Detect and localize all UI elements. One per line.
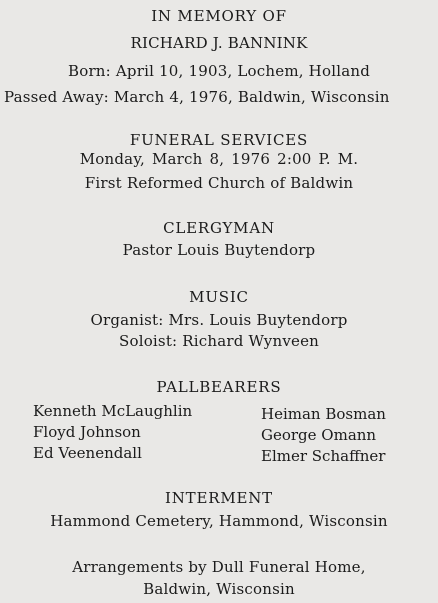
arrangements-line-1: Arrangements by Dull Funeral Home, bbox=[72, 558, 366, 576]
interment-heading: INTERMENT bbox=[165, 489, 273, 507]
pallbearer-name: Ed Veenendall bbox=[33, 444, 142, 462]
death-info: Passed Away: March 4, 1976, Baldwin, Wisconsin bbox=[4, 88, 390, 106]
funeral-location: First Reformed Church of Baldwin bbox=[84, 174, 354, 192]
clergyman-name: Pastor Louis Buytendorp bbox=[122, 241, 316, 259]
interment-place: Hammond Cemetery, Hammond, Wisconsin bbox=[50, 512, 388, 530]
pallbearer-name: Floyd Johnson bbox=[33, 423, 141, 441]
funeral-datetime: Monday, March 8, 1976 2:00 P. M. bbox=[79, 150, 359, 168]
pallbearer-name: Elmer Schaffner bbox=[261, 447, 386, 465]
arrangements-line-2: Baldwin, Wisconsin bbox=[143, 580, 295, 598]
deceased-name: RICHARD J. BANNINK bbox=[130, 34, 308, 52]
pallbearers-heading: PALLBEARERS bbox=[156, 378, 282, 396]
soloist: Soloist: Richard Wynveen bbox=[118, 332, 320, 350]
pallbearer-name: Heiman Bosman bbox=[261, 405, 386, 423]
music-heading: MUSIC bbox=[189, 288, 249, 306]
pallbearers-left-column bbox=[33, 402, 192, 465]
birth-info: Born: April 10, 1903, Lochem, Holland bbox=[67, 62, 370, 80]
pallbearer-name: Kenneth McLaughlin bbox=[33, 402, 193, 420]
pallbearers-right-column bbox=[261, 405, 386, 468]
clergyman-heading: CLERGYMAN bbox=[163, 219, 275, 237]
funeral-heading: FUNERAL SERVICES bbox=[129, 131, 309, 149]
pallbearer-name: George Omann bbox=[261, 426, 377, 444]
organist: Organist: Mrs. Louis Buytendorp bbox=[90, 311, 348, 329]
memory-heading: IN MEMORY OF bbox=[151, 7, 287, 25]
